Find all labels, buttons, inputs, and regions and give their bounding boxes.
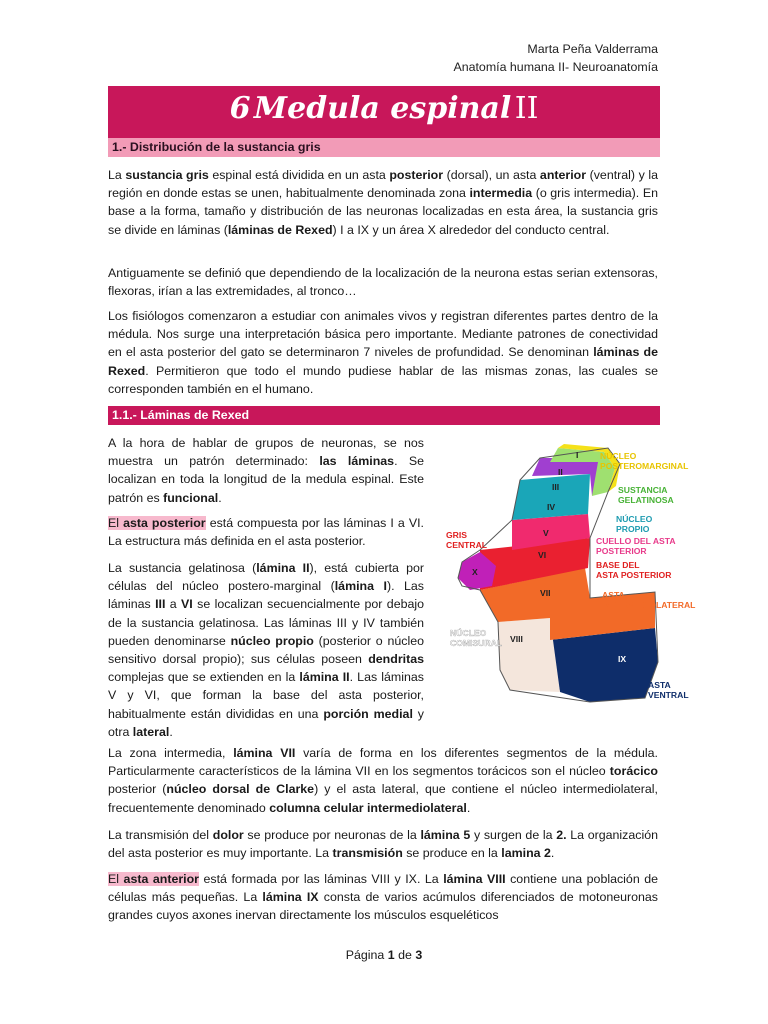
numeral-v: V [543, 528, 549, 538]
numeral-ii: II [558, 467, 563, 477]
paragraph-9: El asta anterior está formada por las láminas VIII y IX. La lámina VIII contiene una población de células más pequeñas. La lámina IX consta de varios acúmulos diferenciados de motoneuronas grandes cuyos axones inervan directamente los músculos esqueléticos [108, 872, 659, 923]
label-cuello-asta-2: POSTERIOR [596, 546, 647, 556]
numeral-iii: III [552, 482, 560, 492]
author-name: Marta Peña Valderrama [527, 42, 658, 56]
numeral-viii: VIII [510, 634, 523, 644]
label-nucleo-comisural-2: COMISURAL [450, 638, 503, 648]
label-gris-central-2: CENTRAL [446, 540, 488, 550]
label-nucleo-posteromarginal-2: POSTEROMARGINAL [600, 461, 689, 471]
label-gris-central-1: GRIS [446, 530, 468, 540]
label-cuello-asta-1: CUELLO DEL ASTA [596, 536, 676, 546]
highlight: El asta anterior [108, 872, 199, 886]
label-nucleo-propio-2: PROPIO [616, 524, 650, 534]
label-nucleo-propio-1: NÚCLEO [616, 514, 653, 524]
label-asta-ventral-2: VENTRAL [648, 690, 689, 700]
label-nucleo-posteromarginal-1: NÚCLEO [600, 451, 637, 461]
footer-prefix: Página [345, 948, 388, 962]
paragraph-7: La zona intermedia, lámina VII varía de forma en los diferentes segmentos de la médula. Particularmente característicos de la lámina VII en los segmentos torácicos son el núcleo torácico posterior (núcleo dorsal de Clarke) y el asta lateral, que contiene el núcleo intermediolateral, frecuentemente denominado columna celular intermediolateral. [108, 746, 658, 815]
label-sustancia-gelatinosa-2: GELATINOSA [618, 495, 674, 505]
numeral-vi: VI [538, 550, 547, 560]
label-base-asta-1: BASE DEL [596, 560, 640, 570]
section-heading-1: 1.- Distribución de la sustancia gris [108, 138, 660, 157]
label-asta-ventral-1: ASTA [648, 680, 671, 690]
highlight: El asta posterior [108, 516, 206, 530]
paragraph-3: Los fisiólogos comenzaron a estudiar con animales vivos y registran diferentes partes dentro de la médula. Nos surge una interpretación básica pero importante. Mediante patrones de conectividad en el asta posterior del gato se determinaron 7 niveles de profundidad. Se denominan láminas de Rexed. Permitieron que todo el mundo pudiese hablar de las mismas zonas, las cuales se corresponden también en el humano. [108, 309, 658, 396]
footer-page-total: 3 [415, 948, 423, 962]
label-base-asta-2: ASTA POSTERIOR [596, 570, 672, 580]
label-intermediolateral-2: INTERMEDIOLATERAL [602, 600, 696, 610]
page-footer [0, 946, 768, 964]
footer-page-number: 1 [387, 948, 395, 962]
document-header [453, 40, 658, 76]
label-sustancia-gelatinosa-1: SUSTANCIA [618, 485, 668, 495]
numeral-i: I [576, 450, 579, 460]
lamina-iv-region [512, 474, 590, 520]
title-banner [108, 86, 660, 138]
numeral-iv: IV [547, 502, 556, 512]
label-nucleo-comisural-1: NÚCLEO [450, 628, 487, 638]
label-intermediolateral-1: ASTA [602, 590, 625, 600]
paragraph-1: La sustancia gris espinal está dividida en un asta posterior (dorsal), un asta anterior (ventral) y la región en donde estas se unen, habitualmente denominada zona intermedia (o gris intermedia). En base a la forma, tamaño y distribución de las neuronas localizadas en esta área, la sustancia gris se divide en láminas (láminas de Rexed) I a IX y un área X alrededor del conducto central. [108, 168, 658, 237]
title-number: 6 [229, 91, 251, 126]
paragraph-8: La transmisión del dolor se produce por neuronas de la lámina 5 y surgen de la 2. La organización del asta posterior es muy importante. La transmisión se produce en la lamina 2. [108, 828, 658, 861]
paragraph-5: El asta posterior está compuesta por las láminas I a VI. La estructura más definida en el asta posterior. [108, 516, 424, 549]
paragraph-6: La sustancia gelatinosa (lámina II), está cubierta por células del núcleo postero-marginal (lámina I). Las láminas III a VI se localizan secuencialmente por debajo de la sustancia gelatinosa. Las láminas III y IV también pueden denominarse núcleo propio (posterior o núcleo sensitivo dorsal propio); sus células poseen dendritas complejas que se extienden en la lámina II. Las láminas V y VI, que forman la base del asta posterior, habitualmente están divididas en una porción medial y otra lateral. [108, 561, 425, 739]
rexed-laminae-diagram [440, 440, 730, 720]
numeral-x: X [472, 567, 478, 577]
course-name: Anatomía humana II- Neuroanatomía [453, 60, 658, 74]
section-heading-2: 1.1.- Láminas de Rexed [108, 406, 660, 425]
title-text: Medula espinal [253, 91, 512, 126]
lamina-ix-region [550, 628, 658, 702]
numeral-vii: VII [540, 588, 551, 598]
numeral-ix: IX [618, 654, 627, 664]
paragraph-2: Antiguamente se definió que dependiendo de la localización de la neurona estas serian extensoras, flexoras, irían a las extremidades, al tronco… [108, 266, 658, 299]
paragraph-4: A la hora de hablar de grupos de neuronas, se nos muestra un patrón determinado: las láminas. Se localizan en toda la longitud de la medula espinal. Este patrón es funcional. [108, 436, 424, 505]
title-roman: II [514, 91, 539, 126]
footer-mid: de [394, 948, 416, 962]
